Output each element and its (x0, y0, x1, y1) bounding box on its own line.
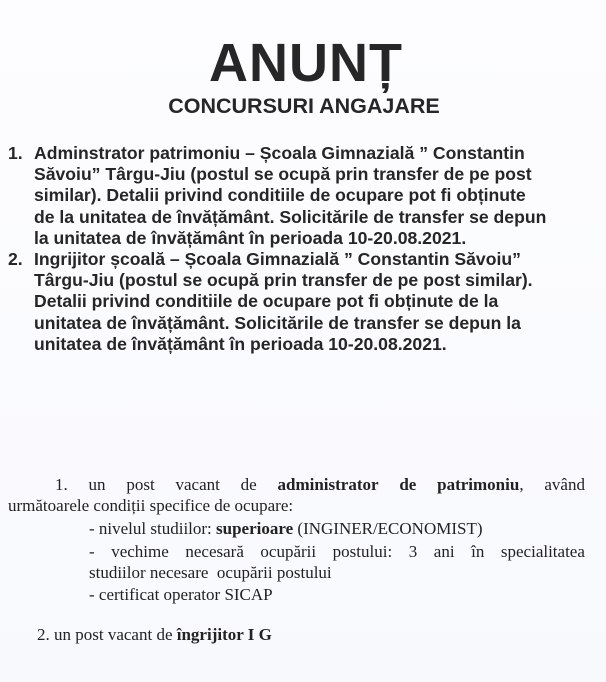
condition-label: - nivelul studiilor: (89, 519, 217, 538)
position-1-intro-line2: următoarele condiții specifice de ocupare: (8, 496, 294, 515)
position-intro-word: post (126, 475, 155, 494)
announcement-line: Săvoiu” Târgu-Jiu (postul se ocupă prin transfer de pe post (34, 164, 532, 185)
condition-seniority-line2: studiilor necesare ocupării postului (89, 563, 332, 582)
announcement-line: la unitatea de învățământ în perioada 10-20.08.2021. (34, 227, 467, 248)
condition-word: ocupării (260, 542, 317, 561)
position-number: 1. (55, 475, 68, 494)
position-role-end: patrimoniu, (437, 475, 524, 494)
announcement-line: Ingrijitor școală – Școala Gimnazială ” Constantin Săvoiu” (34, 249, 521, 270)
announcement-line: de la unitatea de învățământ. Solicitările de transfer se depun (34, 206, 547, 227)
condition-word: necesară (185, 542, 244, 561)
condition-suffix: (INGINER/ECONOMIST) (293, 519, 483, 538)
announcement-line: unitatea de învățământ în perioada 10-20.08.2021. (34, 333, 447, 354)
condition-word: postului: (332, 542, 393, 561)
announcement-line: Târgu-Jiu (postul se ocupă prin transfer de pe post similar). (34, 270, 533, 291)
condition-word: - (89, 542, 95, 561)
page-title: ANUNȚ (209, 33, 403, 93)
position-2-intro (37, 624, 272, 645)
announcement-item-1 (8, 143, 606, 249)
announcement-list (8, 143, 606, 355)
position-1-intro (55, 474, 585, 495)
condition-word: ani (433, 542, 455, 561)
position-role: îngrijitor I G (176, 625, 272, 644)
condition-word: 3 (408, 542, 418, 561)
announcement-line: unitatea de învățământ. Solicitările de transfer se depun la (34, 312, 521, 333)
position-intro-word: având (544, 475, 585, 494)
announcement-number: 1. (8, 143, 23, 163)
position-role-word: patrimoniu (437, 475, 520, 494)
condition-bold-value: superioare (216, 519, 294, 538)
announcement-line: similar). Detalii privind conditiile de ocupare pot fi obținute (34, 185, 526, 206)
position-intro-word: de (240, 475, 257, 494)
condition-studies (89, 518, 483, 539)
condition-seniority-line1 (89, 541, 585, 562)
announcement-number: 2. (8, 249, 23, 270)
condition-word: vechime (111, 542, 169, 561)
announcement-line: Adminstrator patrimoniu – Școala Gimnazială ” Constantin (34, 143, 525, 163)
condition-word: specialitatea (500, 542, 585, 561)
position-role-word: de (399, 475, 417, 494)
position-intro-word: vacant (175, 475, 220, 494)
announcement-line: Detalii privind conditiile de ocupare pot fi obținute de la (34, 291, 499, 312)
announcement-item-2 (8, 249, 606, 355)
position-number: 2. (37, 625, 50, 644)
condition-certificate: - certificat operator SICAP (89, 585, 273, 604)
page-subtitle: CONCURSURI ANGAJARE (168, 94, 440, 118)
position-intro: un post vacant de (54, 625, 177, 644)
condition-word: în (471, 542, 485, 561)
position-role-word: administrator (277, 475, 379, 494)
position-intro-word: un (88, 475, 106, 494)
